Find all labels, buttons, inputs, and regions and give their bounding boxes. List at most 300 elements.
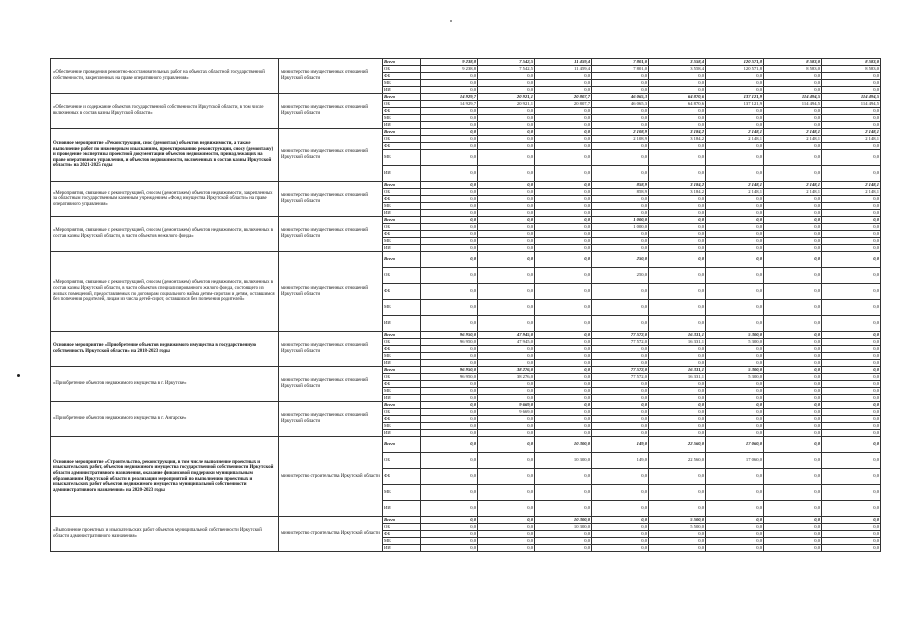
funding-source: Всего bbox=[383, 252, 421, 268]
amount-cell: 0,0 bbox=[421, 381, 478, 388]
amount-cell: 0,0 bbox=[764, 268, 822, 284]
amount-cell: 0,0 bbox=[764, 80, 822, 87]
amount-cell: 0,0 bbox=[535, 73, 592, 80]
amount-cell: 2 148,1 bbox=[822, 136, 881, 143]
amount-cell: 0,0 bbox=[649, 316, 706, 332]
amount-cell: 0,0 bbox=[478, 501, 535, 517]
table-row bbox=[51, 332, 881, 339]
amount-cell: 0,0 bbox=[421, 108, 478, 115]
funding-source: ФБ bbox=[383, 381, 421, 388]
amount-cell: 0,0 bbox=[649, 485, 706, 501]
amount-cell: 0,0 bbox=[535, 469, 592, 485]
amount-cell: 0,0 bbox=[822, 217, 881, 224]
amount-cell: 0,0 bbox=[421, 143, 478, 150]
amount-cell: 0,0 bbox=[535, 115, 592, 122]
amount-cell: 0,0 bbox=[535, 485, 592, 501]
table-row bbox=[51, 367, 881, 374]
amount-cell: 0,0 bbox=[421, 545, 478, 552]
amount-cell: 0,0 bbox=[421, 409, 478, 416]
amount-cell: 0,0 bbox=[764, 538, 822, 545]
amount-cell: 0,0 bbox=[764, 524, 822, 531]
amount-cell: 46 065,3 bbox=[592, 94, 649, 101]
amount-cell: 0,0 bbox=[535, 182, 592, 189]
amount-cell: 5 500,0 bbox=[649, 517, 706, 524]
amount-cell: 0,0 bbox=[478, 531, 535, 538]
funding-source: Всего bbox=[383, 129, 421, 136]
amount-cell: 120 571,8 bbox=[706, 59, 764, 66]
amount-cell: 0,0 bbox=[421, 388, 478, 395]
amount-cell: 0,0 bbox=[822, 517, 881, 524]
amount-cell: 10 300,0 bbox=[535, 524, 592, 531]
amount-cell: 0,0 bbox=[535, 252, 592, 268]
amount-cell: 0,0 bbox=[706, 210, 764, 217]
funding-source: ОБ bbox=[383, 224, 421, 231]
amount-cell: 0,0 bbox=[535, 501, 592, 517]
activity-name: «Обеспечение проведения ремонтно-восстановительных работ на объектах областной государственной собственности, закрепленных на праве оперативного управления» bbox=[51, 59, 279, 94]
amount-cell: 0,0 bbox=[421, 87, 478, 94]
amount-cell: 0,0 bbox=[764, 73, 822, 80]
amount-cell: 0,0 bbox=[822, 196, 881, 203]
amount-cell: 0,0 bbox=[706, 360, 764, 367]
amount-cell: 0,0 bbox=[764, 284, 822, 300]
funding-source: МБ bbox=[383, 80, 421, 87]
amount-cell: 0,0 bbox=[421, 423, 478, 430]
amount-cell: 0,0 bbox=[421, 231, 478, 238]
amount-cell: 0,0 bbox=[822, 409, 881, 416]
amount-cell: 0,0 bbox=[478, 108, 535, 115]
table-row bbox=[51, 517, 881, 524]
amount-cell: 0,0 bbox=[478, 203, 535, 210]
funding-source: МБ bbox=[383, 388, 421, 395]
amount-cell: 0,0 bbox=[706, 388, 764, 395]
amount-cell: 0,0 bbox=[822, 538, 881, 545]
amount-cell: 0,0 bbox=[535, 395, 592, 402]
funding-source: ФБ bbox=[383, 73, 421, 80]
amount-cell: 0,0 bbox=[822, 423, 881, 430]
amount-cell: 0,0 bbox=[421, 245, 478, 252]
amount-cell: 0,0 bbox=[649, 231, 706, 238]
amount-cell: 0,0 bbox=[706, 87, 764, 94]
amount-cell: 0,0 bbox=[478, 430, 535, 437]
funding-source: ОБ bbox=[383, 189, 421, 196]
amount-cell: 8 583,0 bbox=[764, 66, 822, 73]
amount-cell: 0,0 bbox=[706, 517, 764, 524]
amount-cell: 0,0 bbox=[822, 203, 881, 210]
amount-cell: 0,0 bbox=[478, 196, 535, 203]
amount-cell: 0,0 bbox=[764, 122, 822, 129]
amount-cell: 0,0 bbox=[478, 224, 535, 231]
amount-cell: 149,0 bbox=[592, 437, 649, 453]
amount-cell: 0,0 bbox=[535, 122, 592, 129]
amount-cell: 0,0 bbox=[649, 115, 706, 122]
amount-cell: 3 184,2 bbox=[649, 136, 706, 143]
amount-cell: 0,0 bbox=[822, 531, 881, 538]
amount-cell: 0,0 bbox=[706, 245, 764, 252]
amount-cell: 137 121,9 bbox=[706, 94, 764, 101]
funding-source: ИИ bbox=[383, 545, 421, 552]
amount-cell: 0,0 bbox=[706, 430, 764, 437]
amount-cell: 0,0 bbox=[822, 430, 881, 437]
amount-cell: 0,0 bbox=[478, 300, 535, 316]
amount-cell: 0,0 bbox=[478, 395, 535, 402]
amount-cell: 0,0 bbox=[764, 150, 822, 166]
funding-source: ФБ bbox=[383, 346, 421, 353]
amount-cell: 8 583,0 bbox=[764, 59, 822, 66]
amount-cell: 0,0 bbox=[822, 73, 881, 80]
amount-cell: 17 060,0 bbox=[706, 453, 764, 469]
amount-cell: 0,0 bbox=[535, 374, 592, 381]
amount-cell: 0,0 bbox=[706, 217, 764, 224]
amount-cell: 0,0 bbox=[649, 395, 706, 402]
amount-cell: 0,0 bbox=[822, 150, 881, 166]
amount-cell: 0,0 bbox=[764, 166, 822, 182]
amount-cell: 0,0 bbox=[421, 80, 478, 87]
amount-cell: 0,0 bbox=[764, 87, 822, 94]
amount-cell: 0,0 bbox=[706, 268, 764, 284]
amount-cell: 0,0 bbox=[592, 353, 649, 360]
funding-source: ФБ bbox=[383, 108, 421, 115]
amount-cell: 0,0 bbox=[592, 517, 649, 524]
amount-cell: 0,0 bbox=[649, 300, 706, 316]
executor-name: министерство имущественных отношений Иркутской области bbox=[279, 59, 383, 94]
table-row bbox=[51, 217, 881, 224]
amount-cell: 0,0 bbox=[535, 189, 592, 196]
executor-name: министерство имущественных отношений Иркутской области bbox=[279, 367, 383, 402]
amount-cell: 0,0 bbox=[764, 402, 822, 409]
amount-cell: 0,0 bbox=[421, 238, 478, 245]
amount-cell: 0,0 bbox=[822, 524, 881, 531]
amount-cell: 0,0 bbox=[535, 210, 592, 217]
amount-cell: 38 276,0 bbox=[478, 367, 535, 374]
amount-cell: 0,0 bbox=[478, 166, 535, 182]
amount-cell: 0,0 bbox=[822, 284, 881, 300]
amount-cell: 0,0 bbox=[764, 339, 822, 346]
executor-name: министерство имущественных отношений Иркутской области bbox=[279, 182, 383, 217]
amount-cell: 0,0 bbox=[764, 203, 822, 210]
amount-cell: 0,0 bbox=[592, 284, 649, 300]
amount-cell: 16 331,1 bbox=[649, 332, 706, 339]
amount-cell: 2 148,1 bbox=[822, 129, 881, 136]
amount-cell: 0,0 bbox=[421, 517, 478, 524]
amount-cell: 0,0 bbox=[592, 300, 649, 316]
amount-cell: 0,0 bbox=[649, 143, 706, 150]
amount-cell: 2 148,1 bbox=[706, 189, 764, 196]
amount-cell: 0,0 bbox=[649, 150, 706, 166]
amount-cell: 0,0 bbox=[592, 360, 649, 367]
amount-cell: 0,0 bbox=[822, 108, 881, 115]
funding-source: МБ bbox=[383, 485, 421, 501]
amount-cell: 0,0 bbox=[535, 409, 592, 416]
amount-cell: 250,0 bbox=[592, 252, 649, 268]
amount-cell: 0,0 bbox=[535, 430, 592, 437]
amount-cell: 0,0 bbox=[764, 545, 822, 552]
amount-cell: 0,0 bbox=[649, 166, 706, 182]
funding-source: Всего bbox=[383, 217, 421, 224]
amount-cell: 0,0 bbox=[535, 224, 592, 231]
amount-cell: 250,0 bbox=[592, 268, 649, 284]
amount-cell: 0,0 bbox=[478, 245, 535, 252]
amount-cell: 0,0 bbox=[421, 189, 478, 196]
amount-cell: 0,0 bbox=[478, 87, 535, 94]
amount-cell: 0,0 bbox=[478, 284, 535, 300]
funding-source: Всего bbox=[383, 182, 421, 189]
executor-name: министерство строительства Иркутской области bbox=[279, 437, 383, 517]
amount-cell: 0,0 bbox=[649, 423, 706, 430]
amount-cell: 0,0 bbox=[706, 166, 764, 182]
amount-cell: 2 148,1 bbox=[822, 189, 881, 196]
amount-cell: 0,0 bbox=[421, 453, 478, 469]
amount-cell: 0,0 bbox=[592, 388, 649, 395]
amount-cell: 0,0 bbox=[535, 245, 592, 252]
amount-cell: 0,0 bbox=[764, 300, 822, 316]
amount-cell: 16 331,1 bbox=[649, 339, 706, 346]
amount-cell: 0,0 bbox=[764, 353, 822, 360]
funding-source: ОБ bbox=[383, 374, 421, 381]
table-row bbox=[51, 129, 881, 136]
amount-cell: 0,0 bbox=[706, 346, 764, 353]
amount-cell: 0,0 bbox=[764, 143, 822, 150]
amount-cell: 0,0 bbox=[822, 360, 881, 367]
amount-cell: 0,0 bbox=[822, 402, 881, 409]
amount-cell: 0,0 bbox=[764, 423, 822, 430]
table-row bbox=[51, 252, 881, 268]
amount-cell: 0,0 bbox=[592, 73, 649, 80]
amount-cell: 96 950,0 bbox=[421, 367, 478, 374]
amount-cell: 14 929,7 bbox=[421, 94, 478, 101]
amount-cell: 0,0 bbox=[822, 231, 881, 238]
amount-cell: 0,0 bbox=[592, 395, 649, 402]
amount-cell: 0,0 bbox=[478, 485, 535, 501]
amount-cell: 0,0 bbox=[535, 217, 592, 224]
amount-cell: 22 560,0 bbox=[649, 437, 706, 453]
amount-cell: 0,0 bbox=[649, 538, 706, 545]
amount-cell: 0,0 bbox=[822, 115, 881, 122]
amount-cell: 20 921,1 bbox=[478, 101, 535, 108]
amount-cell: 5 300,0 bbox=[706, 367, 764, 374]
amount-cell: 10 300,0 bbox=[535, 517, 592, 524]
funding-source: ФБ bbox=[383, 231, 421, 238]
amount-cell: 9 238,8 bbox=[421, 59, 478, 66]
amount-cell: 0,0 bbox=[706, 531, 764, 538]
amount-cell: 20 807,7 bbox=[535, 94, 592, 101]
amount-cell: 0,0 bbox=[535, 381, 592, 388]
amount-cell: 0,0 bbox=[822, 353, 881, 360]
amount-cell: 9 669,0 bbox=[478, 402, 535, 409]
funding-source: Всего bbox=[383, 367, 421, 374]
amount-cell: 0,0 bbox=[822, 545, 881, 552]
amount-cell: 0,0 bbox=[478, 136, 535, 143]
amount-cell: 0,0 bbox=[764, 217, 822, 224]
amount-cell: 0,0 bbox=[649, 353, 706, 360]
amount-cell: 0,0 bbox=[421, 485, 478, 501]
amount-cell: 0,0 bbox=[822, 346, 881, 353]
amount-cell: 0,0 bbox=[764, 531, 822, 538]
amount-cell: 0,0 bbox=[478, 381, 535, 388]
amount-cell: 0,0 bbox=[649, 346, 706, 353]
activity-name: «Мероприятия, связанные с реконструкцией, сносом (демонтажем) объектов недвижимости, включенных в состав казны Иркутской области, в части объектов нежилого фонда» bbox=[51, 217, 279, 252]
amount-cell: 0,0 bbox=[478, 469, 535, 485]
amount-cell: 0,0 bbox=[421, 150, 478, 166]
amount-cell: 0,0 bbox=[822, 268, 881, 284]
amount-cell: 0,0 bbox=[592, 115, 649, 122]
amount-cell: 0,0 bbox=[535, 143, 592, 150]
funding-source: ФБ bbox=[383, 469, 421, 485]
amount-cell: 0,0 bbox=[421, 360, 478, 367]
funding-source: МБ bbox=[383, 353, 421, 360]
amount-cell: 0,0 bbox=[649, 545, 706, 552]
amount-cell: 0,0 bbox=[478, 80, 535, 87]
executor-name: министерство имущественных отношений Иркутской области bbox=[279, 217, 383, 252]
amount-cell: 0,0 bbox=[421, 353, 478, 360]
amount-cell: 0,0 bbox=[535, 166, 592, 182]
amount-cell: 20 921,1 bbox=[478, 94, 535, 101]
funding-source: ФБ bbox=[383, 143, 421, 150]
amount-cell: 0,0 bbox=[535, 203, 592, 210]
funding-source: Всего bbox=[383, 59, 421, 66]
amount-cell: 0,0 bbox=[478, 517, 535, 524]
amount-cell: 0,0 bbox=[649, 531, 706, 538]
amount-cell: 0,0 bbox=[649, 469, 706, 485]
amount-cell: 0,0 bbox=[706, 501, 764, 517]
funding-source: МБ bbox=[383, 203, 421, 210]
amount-cell: 0,0 bbox=[706, 238, 764, 245]
amount-cell: 0,0 bbox=[421, 129, 478, 136]
amount-cell: 0,0 bbox=[706, 381, 764, 388]
amount-cell: 0,0 bbox=[478, 231, 535, 238]
amount-cell: 0,0 bbox=[478, 73, 535, 80]
amount-cell: 0,0 bbox=[649, 360, 706, 367]
funding-source: ОБ bbox=[383, 136, 421, 143]
amount-cell: 0,0 bbox=[421, 136, 478, 143]
amount-cell: 0,0 bbox=[535, 108, 592, 115]
amount-cell: 0,0 bbox=[535, 388, 592, 395]
amount-cell: 0,0 bbox=[478, 353, 535, 360]
amount-cell: 0,0 bbox=[706, 395, 764, 402]
amount-cell: 149,0 bbox=[592, 453, 649, 469]
amount-cell: 0,0 bbox=[535, 300, 592, 316]
amount-cell: 0,0 bbox=[535, 339, 592, 346]
funding-source: ОБ bbox=[383, 409, 421, 416]
funding-source: ИИ bbox=[383, 395, 421, 402]
amount-cell: 10 300,0 bbox=[535, 453, 592, 469]
amount-cell: 0,0 bbox=[535, 538, 592, 545]
amount-cell: 0,0 bbox=[764, 430, 822, 437]
amount-cell: 0,0 bbox=[592, 80, 649, 87]
amount-cell: 0,0 bbox=[478, 182, 535, 189]
amount-cell: 114 494,5 bbox=[764, 101, 822, 108]
amount-cell: 0,0 bbox=[592, 108, 649, 115]
amount-cell: 14 929,7 bbox=[421, 101, 478, 108]
amount-cell: 0,0 bbox=[764, 381, 822, 388]
amount-cell: 0,0 bbox=[421, 210, 478, 217]
funding-source: Всего bbox=[383, 332, 421, 339]
amount-cell: 114 494,5 bbox=[822, 94, 881, 101]
amount-cell: 0,0 bbox=[535, 150, 592, 166]
amount-cell: 0,0 bbox=[822, 501, 881, 517]
amount-cell: 0,0 bbox=[592, 203, 649, 210]
amount-cell: 0,0 bbox=[649, 268, 706, 284]
funding-source: ОБ bbox=[383, 453, 421, 469]
activity-name: «Приобретение объектов недвижимого имущества в г. Иркутске» bbox=[51, 367, 279, 402]
amount-cell: 0,0 bbox=[649, 87, 706, 94]
amount-cell: 2 148,1 bbox=[764, 189, 822, 196]
funding-source: ИИ bbox=[383, 166, 421, 182]
amount-cell: 0,0 bbox=[421, 73, 478, 80]
amount-cell: 0,0 bbox=[822, 224, 881, 231]
amount-cell: 0,0 bbox=[706, 284, 764, 300]
amount-cell: 0,0 bbox=[706, 115, 764, 122]
amount-cell: 0,0 bbox=[649, 245, 706, 252]
amount-cell: 0,0 bbox=[535, 346, 592, 353]
funding-source: ИИ bbox=[383, 316, 421, 332]
budget-table bbox=[50, 58, 881, 552]
amount-cell: 0,0 bbox=[535, 231, 592, 238]
amount-cell: 0,0 bbox=[421, 524, 478, 531]
amount-cell: 77 572,0 bbox=[592, 374, 649, 381]
table-row bbox=[51, 59, 881, 66]
amount-cell: 0,0 bbox=[706, 80, 764, 87]
amount-cell: 0,0 bbox=[535, 136, 592, 143]
amount-cell: 0,0 bbox=[706, 423, 764, 430]
amount-cell: 0,0 bbox=[535, 129, 592, 136]
amount-cell: 0,0 bbox=[649, 217, 706, 224]
amount-cell: 0,0 bbox=[478, 210, 535, 217]
amount-cell: 2 148,1 bbox=[822, 182, 881, 189]
budget-table-body bbox=[51, 59, 881, 552]
amount-cell: 0,0 bbox=[706, 150, 764, 166]
amount-cell: 0,0 bbox=[764, 346, 822, 353]
amount-cell: 0,0 bbox=[649, 501, 706, 517]
amount-cell: 0,0 bbox=[706, 485, 764, 501]
amount-cell: 0,0 bbox=[822, 245, 881, 252]
amount-cell: 0,0 bbox=[421, 501, 478, 517]
amount-cell: 2 148,1 bbox=[764, 136, 822, 143]
amount-cell: 8 583,0 bbox=[822, 66, 881, 73]
amount-cell: 47 945,0 bbox=[478, 339, 535, 346]
amount-cell: 0,0 bbox=[535, 402, 592, 409]
amount-cell: 0,0 bbox=[592, 346, 649, 353]
amount-cell: 0,0 bbox=[592, 423, 649, 430]
amount-cell: 0,0 bbox=[592, 87, 649, 94]
amount-cell: 0,0 bbox=[478, 252, 535, 268]
activity-name: Основное мероприятие «Реконструкция, снос (демонтаж) объектов недвижимости, а также выполнение работ по инженерным изысканиям, проектированию реконструкции, сносу (демонтажу) и проведение экспертизы проектной документации объектов недвижимости, принадлежащих на праве оперативного управления, и объектов недвижимости, включенных в состав казны Иркутской области» на 2021-2025 годы bbox=[51, 129, 279, 182]
amount-cell: 0,0 bbox=[592, 409, 649, 416]
amount-cell: 7 542,5 bbox=[478, 59, 535, 66]
funding-source: ОБ bbox=[383, 66, 421, 73]
amount-cell: 0,0 bbox=[592, 122, 649, 129]
amount-cell: 0,0 bbox=[706, 353, 764, 360]
amount-cell: 0,0 bbox=[649, 203, 706, 210]
amount-cell: 0,0 bbox=[421, 166, 478, 182]
amount-cell: 0,0 bbox=[592, 166, 649, 182]
amount-cell: 0,0 bbox=[764, 517, 822, 524]
table-row bbox=[51, 182, 881, 189]
amount-cell: 0,0 bbox=[764, 196, 822, 203]
amount-cell: 0,0 bbox=[421, 316, 478, 332]
amount-cell: 3 558,4 bbox=[649, 59, 706, 66]
amount-cell: 0,0 bbox=[592, 531, 649, 538]
funding-source: ИИ bbox=[383, 245, 421, 252]
amount-cell: 0,0 bbox=[706, 545, 764, 552]
amount-cell: 0,0 bbox=[706, 122, 764, 129]
amount-cell: 0,0 bbox=[764, 115, 822, 122]
amount-cell: 0,0 bbox=[478, 143, 535, 150]
amount-cell: 77 572,0 bbox=[592, 367, 649, 374]
activity-name: «Обеспечение и содержание объектов государственной собственности Иркутской области, в том числе включенных в состав казны Иркутской области» bbox=[51, 94, 279, 129]
amount-cell: 0,0 bbox=[764, 469, 822, 485]
amount-cell: 3 558,4 bbox=[649, 66, 706, 73]
amount-cell: 96 950,0 bbox=[421, 374, 478, 381]
